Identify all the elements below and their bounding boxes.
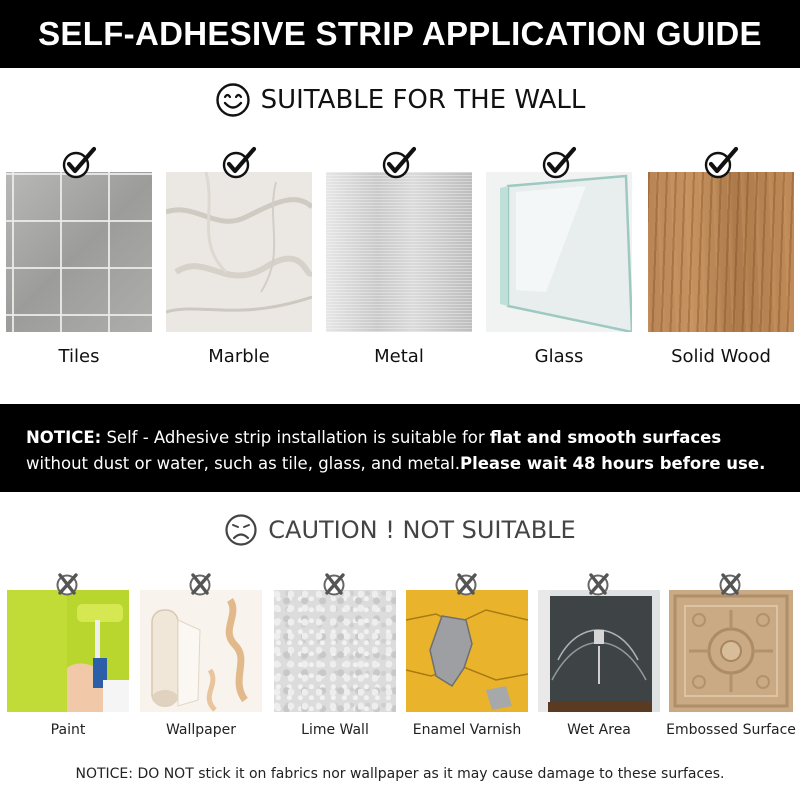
notice-text-2: without dust or water, such as tile, glass, and metal.	[26, 454, 460, 473]
checkmark-icon	[221, 146, 257, 180]
sad-face-icon	[224, 513, 258, 547]
surface-card-lime-wall	[274, 570, 396, 750]
surface-label: Metal	[374, 346, 424, 367]
metal-swatch	[326, 172, 472, 332]
surface-card-embossed-surface	[666, 570, 796, 750]
checkmark-icon	[381, 146, 417, 180]
x-mark-icon	[321, 570, 349, 596]
surface-card-metal	[326, 146, 472, 376]
wet-area-swatch	[538, 590, 660, 712]
notice-bold-2: Please wait 48 hours before use.	[459, 454, 766, 473]
notice-line-2	[26, 451, 774, 477]
suitable-surfaces-grid	[0, 146, 800, 376]
checkmark-icon	[541, 146, 577, 180]
notice-banner	[0, 404, 800, 492]
checkmark-icon	[703, 146, 739, 180]
unsuitable-surfaces-grid	[0, 570, 800, 750]
surface-label: Wet Area	[567, 722, 631, 738]
surface-card-wallpaper	[140, 570, 262, 750]
guide-title-banner	[0, 0, 800, 68]
surface-label: Wallpaper	[165, 722, 237, 738]
suitable-section-title	[0, 78, 800, 122]
x-mark-icon	[187, 570, 215, 596]
checkmark-icon	[61, 146, 97, 180]
surface-card-wet-area	[538, 570, 660, 750]
suitable-title-text: SUITABLE FOR THE WALL	[260, 85, 586, 115]
footer-notice: NOTICE: DO NOT stick it on fabrics nor wallpaper as it may cause damage to these surfaces.	[75, 766, 725, 782]
solid-wood-swatch	[648, 172, 794, 332]
x-mark-icon	[717, 570, 745, 596]
lime-wall-swatch	[274, 590, 396, 712]
glass-swatch	[486, 172, 632, 332]
tiles-swatch	[6, 172, 152, 332]
notice-text-1: Self - Adhesive strip installation is suitable for	[101, 428, 490, 447]
paint-swatch	[7, 590, 129, 712]
surface-label: Embossed Surface	[666, 722, 796, 738]
embossed-surface-swatch	[669, 590, 793, 712]
surface-card-glass	[486, 146, 632, 376]
wallpaper-swatch	[140, 590, 262, 712]
surface-card-enamel-varnish	[406, 570, 528, 750]
surface-label: Enamel Varnish	[412, 722, 522, 738]
marble-swatch	[166, 172, 312, 332]
x-mark-icon	[453, 570, 481, 596]
surface-card-paint	[7, 570, 129, 750]
notice-prefix: NOTICE:	[26, 428, 102, 447]
notice-bold-1: flat and smooth surfaces	[489, 428, 722, 447]
surface-card-marble	[166, 146, 312, 376]
caution-title-text: CAUTION ! NOT SUITABLE	[268, 516, 576, 544]
x-mark-icon	[585, 570, 613, 596]
surface-label: Glass	[534, 346, 584, 367]
surface-label: Paint	[50, 722, 86, 738]
surface-label: Solid Wood	[671, 346, 771, 367]
surface-card-tiles	[6, 146, 152, 376]
smiley-face-icon	[215, 82, 251, 118]
surface-label: Tiles	[58, 346, 100, 367]
guide-title: SELF-ADHESIVE STRIP APPLICATION GUIDE	[38, 15, 762, 52]
enamel-varnish-swatch	[406, 590, 528, 712]
caution-section-title	[0, 510, 800, 550]
surface-label: Marble	[208, 346, 270, 367]
surface-card-solid-wood	[648, 146, 794, 376]
notice-line-1	[26, 425, 774, 451]
x-mark-icon	[54, 570, 82, 596]
surface-label: Lime Wall	[301, 722, 369, 738]
